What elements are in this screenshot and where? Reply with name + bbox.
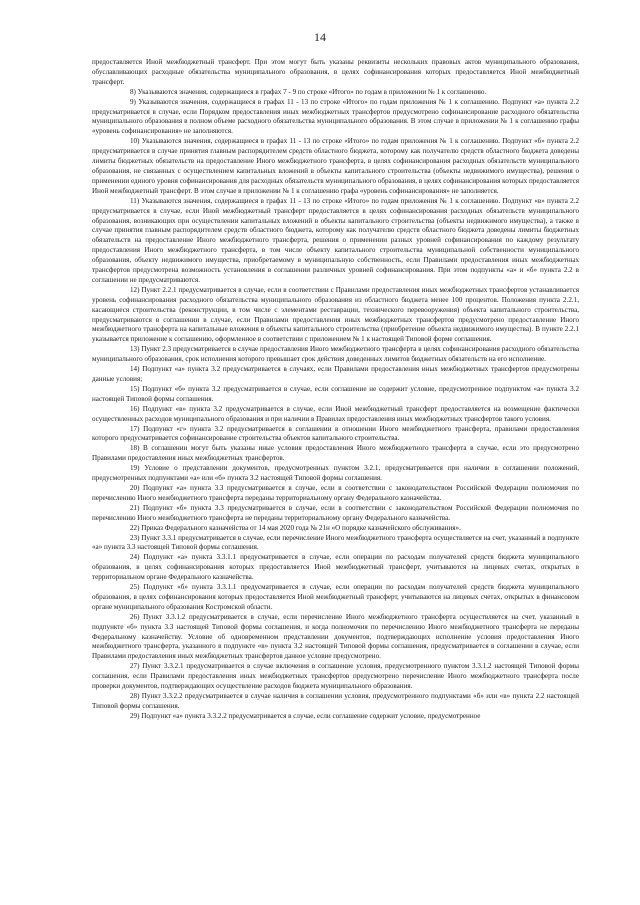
footnote-14: 14) Подпункт «а» пункта 3.2 предусматривается в случаях, если Правилами предоставления иных межбюджетных трансфертов предусмотрены данные условия; <box>92 365 579 383</box>
footnote-10: 10) Указываются значения, содержащиеся в графах 11 - 13 по строке «Итого» по годам приложения № 1 к соглашению. Подпункт «б» пункта 2.2 предусматривается в случае принятия главным распорядителем средств областного бюджета, которому как получателю средств областного бюджета доведены лимиты бюджетных обязательств на предоставление Иного межбюджетного трансферта, в целях софинансирования расходных обязательств муниципального образования, не связанных с осуществлением капитальных вложений в объекты капитального строительства (объекты недвижимого имущества), решения о применении единого уровня софинансирования для расходных обязательств муниципального образования, в целях софинансирования которых предоставляется Иной межбюджетный трансферт. В этом случае в приложении № 1 к соглашению графа «уровень софинансирования» не заполняется. <box>92 137 579 195</box>
footnote-8: 8) Указываются значения, содержащиеся в графах 7 - 9 по строке «Итого» по годам в приложении № 1 к соглашению. <box>130 87 487 96</box>
footnote-25: 25) Подпункт «б» пункта 3.3.1.1 предусматривается в случае, если операции по расходам получателей средств бюджета муниципального образования, в целях софинансирования которых предоставляется Иной межбюджетный трансферт, учитываются на лицевых счетах, открытых в финансовом органе муниципального образования Костромской области. <box>92 583 579 611</box>
footnote-23: 23) Пункт 3.3.1 предусматривается в случае, если перечисление Иного межбюджетного трансферта осуществляется на счет, указанный в подпункте «а» пункта 3.3 настоящей Типовой формы соглашения. <box>92 533 579 552</box>
footnote-26: 26) Пункт 3.3.1.2 предусматривается в случае, если перечисление Иного межбюджетного трансферта осуществляется на счет, указанный в подпункте «б» пункта 3.3 настоящей Типовой формы соглашения, и когда полномочия по перечислению Иного межбюджетного трансферта не переданы Федеральному казначейству. Условие об одновременном представлении документов, подтверждающих исполнение условия предоставления Иного межбюджетного трансферта, указанного в подпункте «в» пункта 3.2 настоящей Типовой формы соглашения, предусматривается в соглашении в случае, если Правилами предоставления иных межбюджетных трансфертов данное условие предусмотрено. <box>92 612 579 661</box>
footnote-12: 12) Пункт 2.2.1 предусматривается в случае, если в соответствии с Правилами предоставления иных межбюджетных трансфертов устанавливается уровень софинансирования расходного обязательства муниципального образования из областного бюджета менее 100 процентов. Положения пункта 2.2.1, касающиеся строительства (реконструкции, в том числе с элементами реставрации, технического перевооружения) объекта капитального строительства, предусматриваются в соглашении в случае, если Правилами предоставления иных межбюджетных трансфертов предусмотрено предоставление Иного межбюджетного трансферта на капитальные вложения в объекты капитального строительства (приобретение объекта недвижимого имущества). В пункте 2.2.1 указывается приложение к соглашению, оформленное в соответствии с приложением № 1 к настоящей Типовой форме соглашения. <box>92 285 579 344</box>
footnote-13: 13) Пункт 2.3 предусматривается в случае предоставления Иного межбюджетного трансферта в целях софинансирования расходного обязательства муниципального образования, срок исполнения которого превышает срок действия доведенных лимитов бюджетных обязательств на его исполнение. <box>92 345 579 364</box>
document-body <box>92 58 579 722</box>
footnote-24: 24) Подпункт «а» пункта 3.3.1.1 предусматривается в случае, если операции по расходам получателей средств бюджета муниципального образования, в целях софинансирования которых предоставляется Иной межбюджетный трансферт, учитываются на лицевых счетах, открытых в территориальном органе Федерального казначейства. <box>92 553 579 582</box>
footnote-15: 15) Подпункт «б» пункта 3.2 предусматривается в случае, если соглашение не содержит условие, предусмотренное подпунктом «а» пункта 3.2 настоящей Типовой формы соглашения. <box>92 384 579 403</box>
footnote-29: 29) Подпункт «а» пункта 3.3.2.2 предусматривается в случае, если соглашение содержит условие, предусмотренное <box>130 711 481 720</box>
paragraph: предоставляется Иной межбюджетный трансферт. При этом могут быть указаны реквизиты нескольких правовых актов муниципального образования, обуславливающих расходные обязательства муниципального образования, в целях софинансирования которых предоставляется Иной межбюджетный трансферт. <box>92 58 579 86</box>
footnote-16: 16) Подпункт «в» пункта 3.2 предусматривается в случае, если Иной межбюджетный трансферт предоставляется на возмещение фактически осуществленных расходов муниципального образования и при наличии в Правилах предоставления иных межбюджетных трансфертов такого условия. <box>92 404 579 423</box>
footnote-28: 28) Пункт 3.3.2.2 предусматривается в случае наличия в соглашении условия, предусмотренного подпунктами «б» или «в» пункта 2.2 настоящей Типовой формы соглашения. <box>92 692 579 710</box>
footnote-18: 18) В соглашении могут быть указаны иные условия предоставления Иного межбюджетного трансферта в случае, если это предусмотрено Правилами предоставления иных межбюджетных трансфертов. <box>92 444 579 463</box>
footnote-11: 11) Указываются значения, содержащиеся в графах 11 - 13 по строке «Итого» по годам приложения № 1 к соглашению. Подпункт «в» пункта 2.2 предусматривается в случае, если Иной межбюджетный трансферт предоставляется в целях софинансирования расходных обязательств муниципального образования, возникающих при осуществлении капитальных вложений в объекты капитального строительства (объекты недвижимого имущества), а также в случае принятия главным распорядителем средств областного бюджета, которому как получателю средств областного бюджета доведены лимиты бюджетных обязательств на предоставление Иного межбюджетного трансферта, решения о применении разных уровней софинансирования по каждому результату предоставления Иного межбюджетного трансферта, в том числе объекту капитального строительства муниципальной собственности муниципального образования, объекту недвижимого имущества, приобретаемому в муниципальную собственность, если Правилами предоставления иных межбюджетных трансфертов предусмотрена возможность установления в соглашении различных уровней софинансирования. При этом подпункты «а» и «б» пункта 2.2 в соглашении не предусматриваются. <box>92 196 579 284</box>
footnote-22: 22) Приказ Федерального казначейства от 14 мая 2020 года № 21н «О порядке казначейского обслуживания». <box>130 523 461 532</box>
page-number: 14 <box>314 30 326 44</box>
footnote-21: 21) Подпункт «б» пункта 3.3 предусматривается в случае, если в соответствии с законодательством Российской Федерации полномочия по перечислению Иного межбюджетного трансферта не переданы территориальному органу Федерального казначейства. <box>92 503 579 522</box>
footnote-9: 9) Указываются значения, содержащиеся в графах 11 - 13 по строке «Итого» по годам приложения № 1 к соглашению. Подпункт «а» пункта 2.2 предусматривается в случае, если Порядком предоставления иных межбюджетных трансфертов предусмотрено софинансирование расходного обязательства муниципального образования в полном объеме расходного обязательства муниципального образования. В этом случае в приложении № 1 к соглашению графы «уровень софинансирования» не заполняются. <box>92 97 579 136</box>
footnote-20: 20) Подпункт «а» пункта 3.3 предусматривается в случае, если в соответствии с законодательством Российской Федерации полномочия по перечислению Иного межбюджетного трансферта переданы территориальному органу Федерального казначейства. <box>92 483 579 502</box>
footnote-27: 27) Пункт 3.3.2.1 предусматривается в случае включения в соглашение условия, предусмотренного пунктом 3.3.1.2 настоящей Типовой формы соглашения, если Правилами предоставления иных межбюджетных трансфертов предусмотрено перечисление Иного межбюджетного трансферта после проверки документов, подтверждающих осуществление расходов бюджета муниципального образования. <box>92 662 579 691</box>
footnote-17: 17) Подпункт «г» пункта 3.2 предусматривается в соглашении в отношении Иного межбюджетного трансферта, правилами предоставления которого предусматривается софинансирование строительства объектов капитального строительства. <box>92 424 579 443</box>
footnote-19: 19) Условие о представлении документов, предусмотренных пунктом 3.2.1, предусматривается при наличии в соглашении положений, предусмотренных подпунктами «а» или «б» пункта 3.2 настоящей Типовой формы соглашения. <box>92 464 579 483</box>
